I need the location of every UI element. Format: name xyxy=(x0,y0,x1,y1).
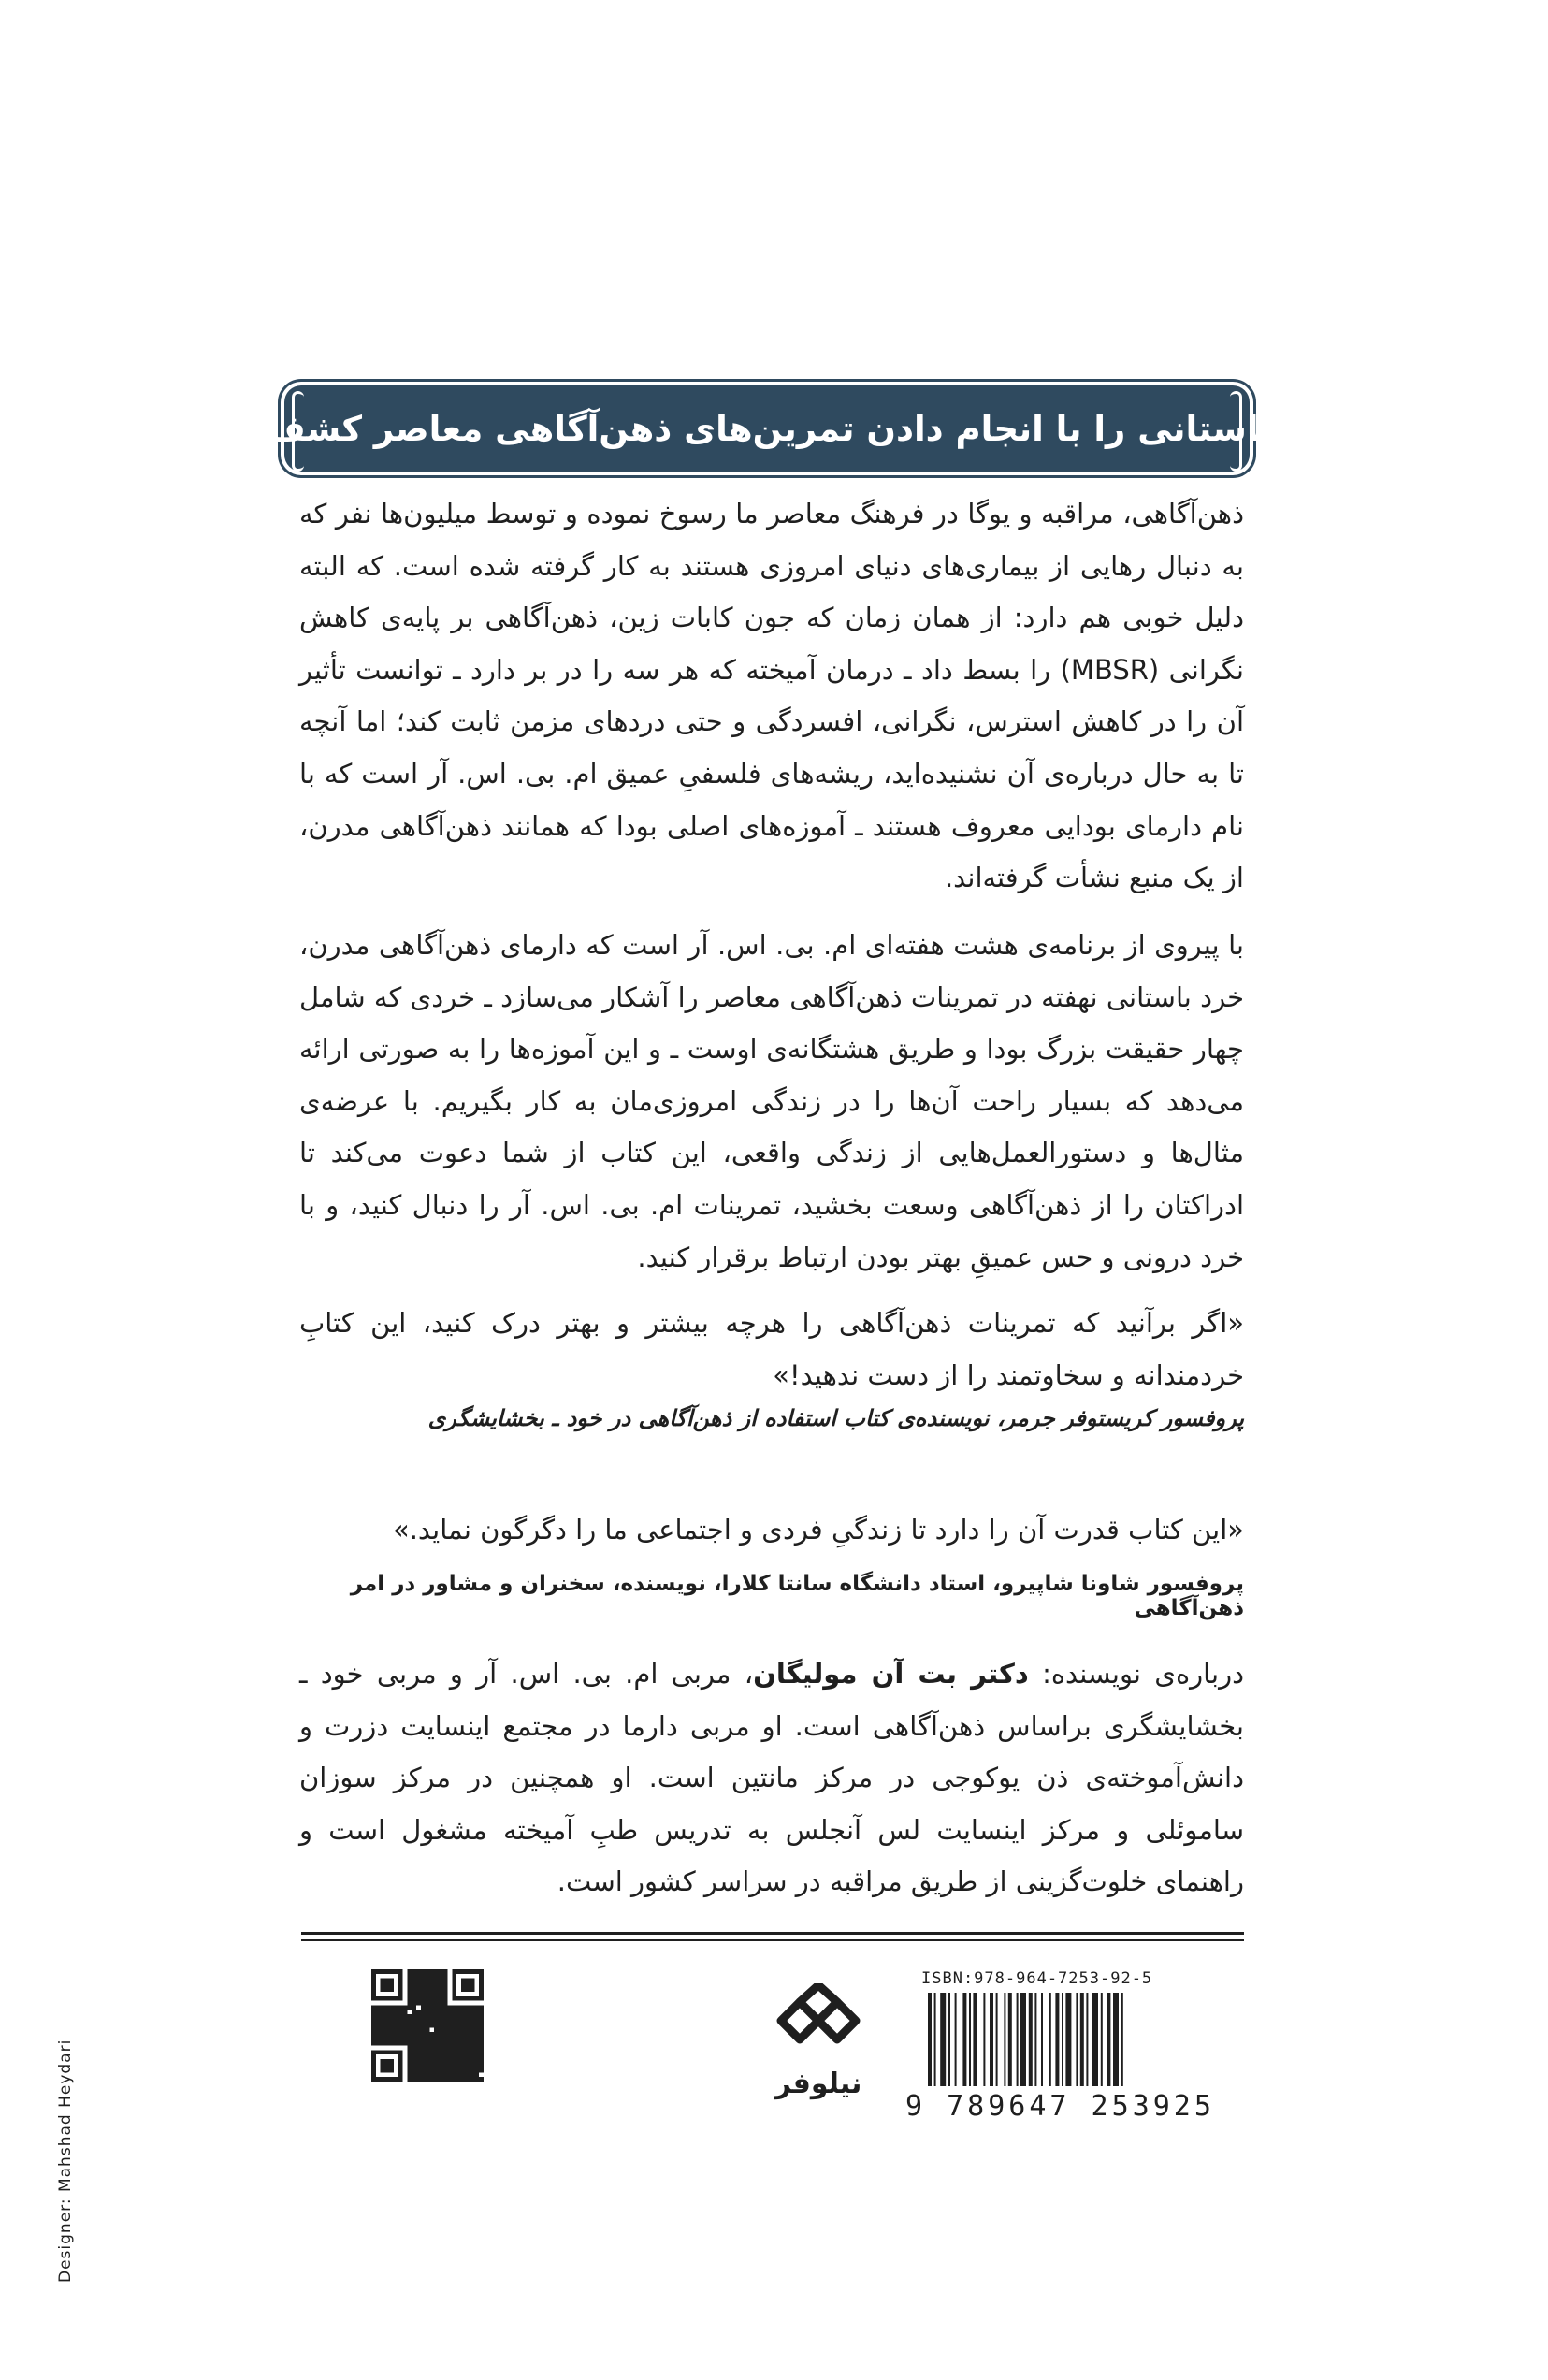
description-paragraph-1: ذهن‌آگاهی، مراقبه و یوگا در فرهنگ معاصر ما رسوخ نموده و توسط میلیون‌ها نفر که به دنبال رهایی از بیماری‌های دنیای امروزی هستند به کار گرفته شده است. که البته دلیل خوبی هم دارد: از همان زمان که جون کابات زین، ذهن‌آگاهی بر پایه‌ی کاهش نگرانی (MBSR) را بسط داد ـ درمان آمیخته که هر سه را در بر دارد ـ توانست تأثیر آن را در کاهش استرس، نگرانی، افسردگی و حتی دردهای مزمن ثابت کند؛ اما آنچه تا به حال درباره‌ی آن نشنیده‌اید، ریشه‌های فلسفیِ عمیق ام. بی. اس. آر است که با نام دارمای بودایی معروف هستند ـ آموزه‌های اصلی بودا که همانند ذهن‌آگاهی مدرن، از یک منبع نشأت گرفته‌اند. xyxy=(299,498,1245,894)
divider-rule xyxy=(301,1932,1244,1935)
author-name: دکتر بت آن مولیگان xyxy=(753,1658,1029,1690)
description-paragraph-2: با پیروی از برنامه‌ی هشت هفته‌ای ام. بی. اس. آر است که دارمای ذهن‌آگاهی مدرن، خرد باستانی نهفته در تمرینات ذهن‌آگاهی معاصر را آشکار می‌سازد ـ خردی که شامل چهار حقیقت بزرگ بودا و طریق هشتگانه‌ی اوست ـ و این آموزه‌ها را به صورتی ارائه می‌دهد که بسیار راحت آن‌ها را در زندگی امروزی‌مان به کار بگیریم. با عرضه‌ی مثال‌ها و دستورالعمل‌هایی از زندگی واقعی، این کتاب از شما دعوت می‌کند تا ادراکتان را از ذهن‌آگاهی وسعت بخشید، تمرینات ام. بی. اس. آر را دنبال کنید، و با خرد درونی و حس عمیقِ بهتر بودن ارتباط برقرار کنید. xyxy=(299,929,1244,1273)
banner-title: خرد باستانی را با انجام دادن تمرین‌های ذهن‌آگاهی معاصر کشف کنید xyxy=(184,408,1350,449)
blurb-quote-2: «این کتاب قدرت آن را دارد تا زندگیِ فردی و اجتماعی ما را دگرگون نماید.» xyxy=(392,1514,1244,1546)
title-banner xyxy=(184,382,1350,475)
blurb-attribution-2: پروفسور شاونا شاپیرو، استاد دانشگاه سانتا کلارا، نویسنده، سخنران و مشاور در امر ذهن‌آگاهی xyxy=(350,1572,1244,1620)
publisher-name: نیلوفر xyxy=(774,2068,862,2100)
blurb-quote-1: «اگر برآنید که تمرینات ذهن‌آگاهی را هرچه بیشتر و بهتر درک کنید، این کتابِ خردمندانه و سخاوتمند را از دست ندهید!» xyxy=(299,1307,1244,1391)
qr-code xyxy=(371,1969,484,2082)
banner-right-ornament xyxy=(1230,391,1242,472)
publisher-logo-icon xyxy=(762,1983,875,2058)
about-author-body: ، مربی ام. بی. اس. آر و مربی خود ـ بخشایشگری براساس ذهن‌آگاهی است. او مربی دارما در مجتمع اینسایت دزرت و دانش‌آموخته‌ی ذن یوکوجی در مرکز مانتین است. او همچنین در مرکز سوزان ساموئلی و مرکز اینسایت لس آنجلس به تدریس طبِ آمیخته مشغول است و راهنمای خلوت‌گزینی از طریق مراقبه در سراسر کشور است. xyxy=(299,1658,1244,1898)
isbn-barcode xyxy=(926,1993,1244,2086)
barcode-number: 9 789647 253925 xyxy=(905,2090,1215,2123)
about-author-prefix: درباره‌ی نویسنده: xyxy=(1028,1658,1244,1690)
isbn-label: ISBN:978-964-7253-92-5 xyxy=(921,1969,1153,1988)
about-author xyxy=(299,1648,1244,1908)
divider-rule-thin xyxy=(301,1939,1244,1941)
banner-left-ornament xyxy=(292,391,304,472)
designer-credit: Designer: Mahshad Heydari xyxy=(56,2039,75,2283)
blurb-attribution-1: پروفسور کریستوفر جرمر، نویسنده‌ی کتاب استفاده از ذهن‌آگاهی در خود ـ بخشایشگری xyxy=(427,1405,1244,1431)
